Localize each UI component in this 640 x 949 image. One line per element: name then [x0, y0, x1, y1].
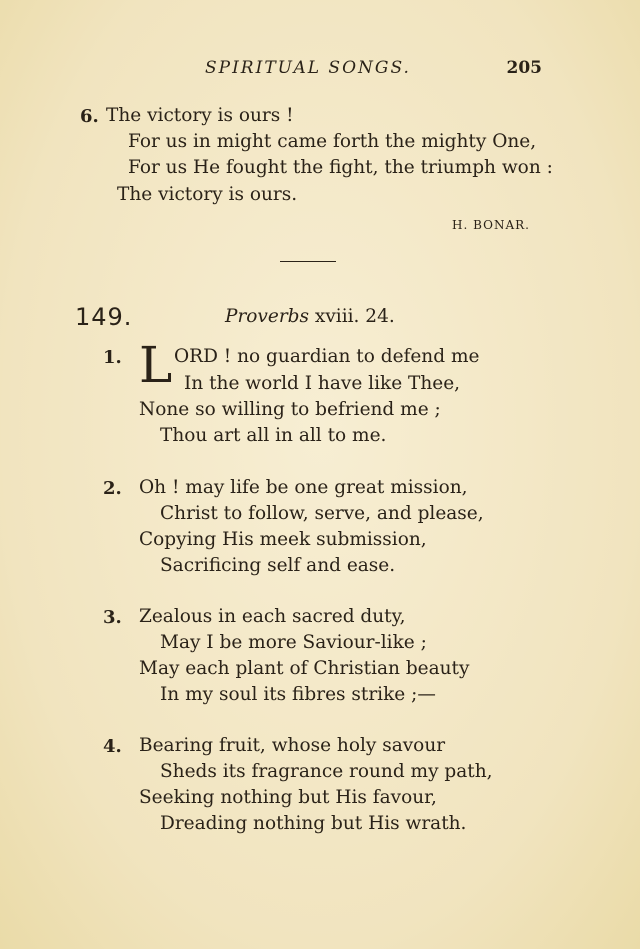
running-head: SPIRITUAL SONGS.: [205, 58, 411, 78]
verse-line: Sheds its fragrance round my path,: [160, 761, 493, 782]
stanza-number: 2.: [103, 478, 122, 499]
stanza-number: 4.: [103, 736, 122, 757]
verse-line: Dreading nothing but His wrath.: [160, 813, 467, 834]
verse-line: Christ to follow, serve, and please,: [160, 503, 484, 524]
verse-line: In the world I have like Thee,: [184, 373, 461, 394]
verse-line: May I be more Saviour-like ;: [160, 632, 427, 653]
stanza-number: 3.: [103, 607, 122, 628]
hymn-title-reference: xviii. 24.: [309, 306, 395, 327]
verse-line: Copying His meek submission,: [139, 529, 427, 550]
stanza-number: 6.: [80, 106, 99, 127]
verse-line: For us in might came forth the mighty One,: [128, 131, 537, 152]
drop-cap: L: [139, 336, 173, 394]
hymn-title: [225, 306, 395, 327]
stanza-number: 1.: [103, 347, 122, 368]
hymn-title-book: Proverbs: [225, 306, 310, 327]
verse-line: The victory is ours !: [106, 105, 294, 126]
verse-line: Zealous in each sacred duty,: [139, 606, 406, 627]
page-number: 205: [506, 58, 542, 78]
verse-line: May each plant of Christian beauty: [139, 658, 470, 679]
section-divider: [280, 261, 336, 262]
verse-line: Bearing fruit, whose holy savour: [139, 735, 446, 756]
verse-line: None so willing to befriend me ;: [139, 399, 441, 420]
verse-line: Seeking nothing but His favour,: [139, 787, 437, 808]
author-attribution: H. BONAR.: [452, 218, 530, 232]
verse-line: In my soul its fibres strike ;—: [160, 684, 436, 705]
hymn-number: 149.: [75, 303, 133, 331]
verse-line: Thou art all in all to me.: [160, 425, 387, 446]
verse-line: ORD ! no guardian to defend me: [174, 346, 480, 367]
verse-line: For us He fought the fight, the triumph won :: [128, 157, 553, 178]
verse-line: The victory is ours.: [117, 184, 298, 205]
verse-line: Oh ! may life be one great mission,: [139, 477, 468, 498]
verse-line: Sacrificing self and ease.: [160, 555, 396, 576]
